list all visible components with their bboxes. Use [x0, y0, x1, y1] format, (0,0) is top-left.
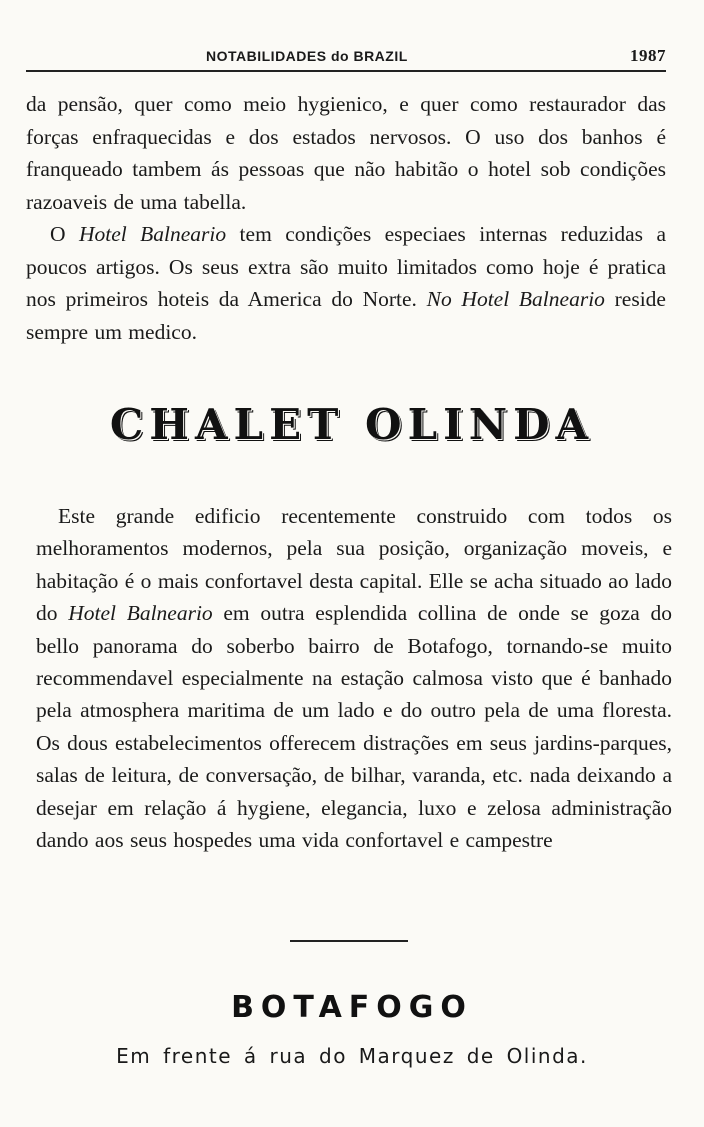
- hotel-name-italic: No Hotel Balneario: [426, 287, 605, 312]
- divider-rule: [290, 940, 408, 942]
- location-heading: BOTAFOGO: [231, 990, 473, 1025]
- text-span: O: [50, 222, 79, 246]
- section-title: CHALET OLINDA: [109, 400, 595, 449]
- paragraph-pension-text: da pensão, quer como meio hygienico, e quer como restaurador das forças enfraquecidas e dos estados nervosos. O uso dos banhos é franqueado tambem ás pessoas que não habitão o hotel sob condições razoaveis de uma tabella.: [26, 92, 666, 214]
- paragraph-pension: [26, 88, 666, 218]
- address-line: Em frente á rua do Marquez de Olinda.: [116, 1044, 588, 1068]
- page-number: 1987: [630, 46, 666, 65]
- paragraph-hotel-conditions-text: [26, 218, 666, 348]
- text-span: tem condições especiaes internas reduzidas a poucos artigos. Os seus extra são muito limitados como hoje é pratica nos primeiros hoteis da America do Norte.: [26, 222, 667, 312]
- text-span: Este grande edificio recentemente construido com todos os melhoramentos modernos, pela sua posição, organização moveis, e habitação é o mais confortavel desta capital. Elle se acha situado ao lado do: [36, 504, 672, 626]
- hotel-name-italic: Hotel Balneario: [68, 601, 213, 626]
- running-title: NOTABILIDADES do BRAZIL: [206, 48, 408, 64]
- text-span: reside sempre um medico.: [26, 287, 666, 344]
- hotel-name-italic: Hotel Balneario: [78, 222, 227, 246]
- running-head: [26, 44, 666, 72]
- text-span: em outra esplendida collina de onde se goza do bello panorama do soberbo bairro de Botafogo, tornando-se muito recommendavel especialmente na estação calmosa visto que é banhado pela atmosphera maritima de um lado e do outro pela de uma floresta. Os dous estabelecimentos offerecem distrações em seus jardins-parques, salas de leitura, de conversação, de bilhar, varanda, etc. nada deixando a desejar em relação á hygiene, elegancia, luxo e zelosa administração dando aos seus hospedes uma vida confortavel e campestre: [36, 601, 672, 853]
- paragraph-chalet-text: [36, 500, 672, 856]
- paragraph-hotel-conditions: [26, 218, 666, 348]
- paragraph-chalet: [36, 500, 672, 856]
